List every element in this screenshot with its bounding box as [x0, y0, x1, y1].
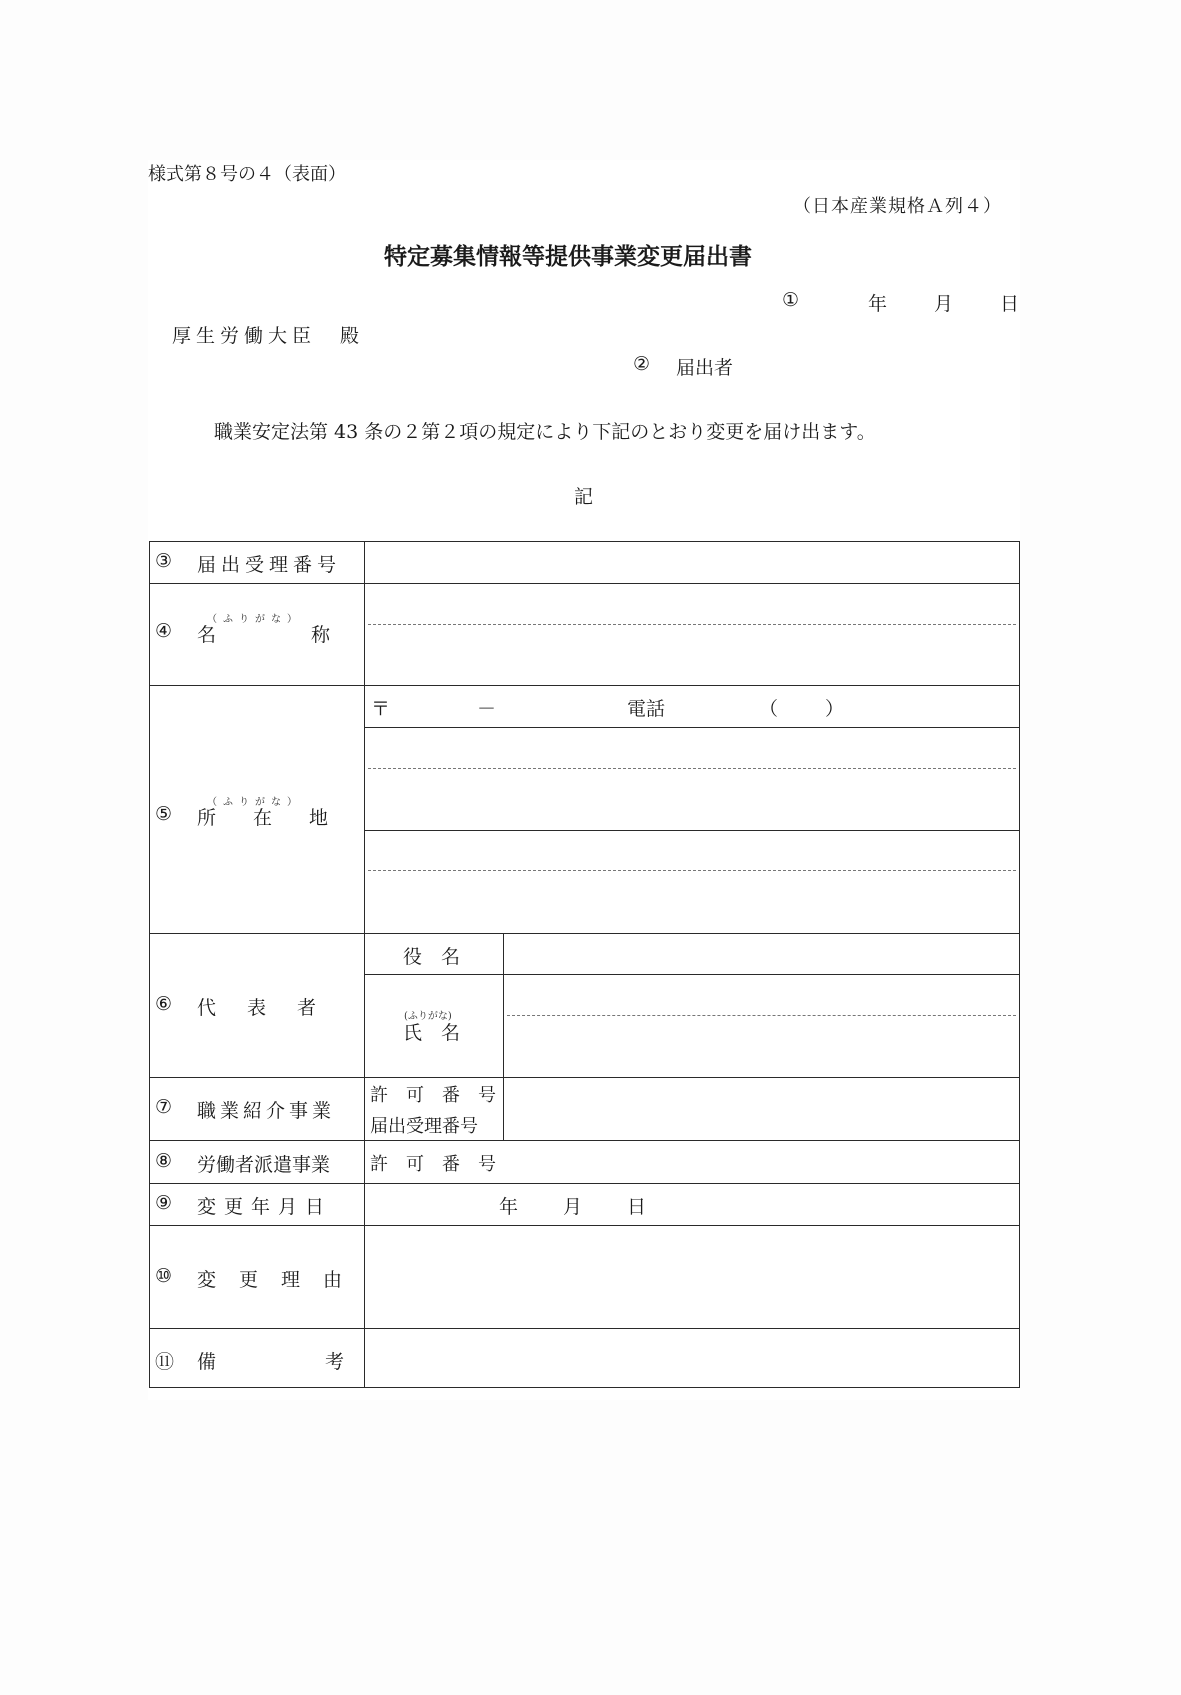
- row-number: ④: [155, 620, 173, 642]
- addressee: 厚生労働大臣 殿: [172, 325, 365, 347]
- table-border-bottom: [149, 1387, 1020, 1388]
- rep-name-label: 氏 名: [403, 1022, 461, 1044]
- table-border-right: [1019, 541, 1020, 1388]
- furigana-hint: （ふりがな）: [207, 797, 303, 808]
- address2-furigana-field[interactable]: [367, 833, 1017, 869]
- row-number: ⑤: [155, 803, 173, 825]
- change-year-field[interactable]: [389, 1186, 494, 1224]
- name-furigana-field[interactable]: [367, 586, 1017, 623]
- address-label-b: 在: [253, 807, 273, 829]
- date-month-label: 月: [934, 293, 954, 315]
- employment-placement-label: 職業紹介事業: [197, 1100, 336, 1122]
- address-label-a: 所: [197, 807, 217, 829]
- reason-label-b: 更: [239, 1269, 259, 1291]
- row-line: [149, 583, 1020, 584]
- receipt-number-label: 届出受理番号: [197, 554, 342, 576]
- row-line: [149, 1225, 1020, 1226]
- document-title: 特定募集情報等提供事業変更届出書: [384, 244, 752, 270]
- name-label-b: 称: [311, 624, 331, 646]
- address-label-c: 地: [309, 807, 329, 829]
- reason-label-a: 変: [197, 1269, 217, 1291]
- applicant-marker: ②: [633, 353, 651, 375]
- phone-number-field[interactable]: [849, 688, 1017, 725]
- row-line: [149, 933, 1020, 934]
- row-line: [364, 974, 1020, 975]
- employment-placement-number-field[interactable]: [506, 1080, 1017, 1139]
- row-line: [149, 1140, 1020, 1141]
- date-year-label: 年: [868, 293, 888, 315]
- rep-title-label: 役 名: [403, 946, 461, 968]
- form-table: [149, 541, 1020, 1388]
- label-column-divider: [364, 541, 365, 1388]
- change-month-label: 月: [563, 1196, 583, 1218]
- furigana-hint: （ふりがな）: [207, 614, 303, 625]
- address2-furigana-guide: [368, 870, 1016, 871]
- phone-local-field[interactable]: [783, 688, 823, 725]
- receipt-number-field[interactable]: [367, 544, 1017, 582]
- worker-dispatch-label: 労働者派遣事業: [197, 1154, 331, 1176]
- address1-furigana-guide: [368, 768, 1016, 769]
- postal-dash: －: [477, 698, 497, 720]
- rep-name-furigana-field[interactable]: [506, 977, 1017, 1014]
- permit-number-label: 許 可 番 号: [370, 1085, 496, 1106]
- postal-code-field-2[interactable]: [501, 688, 611, 725]
- row-number: ⑩: [155, 1265, 173, 1287]
- phone-paren-close: ）: [825, 698, 845, 720]
- name-label-a: 名: [197, 624, 217, 646]
- remarks-label-b: 考: [325, 1351, 345, 1373]
- row-line: [149, 1077, 1020, 1078]
- worker-dispatch-permit-field[interactable]: [506, 1143, 1017, 1182]
- phone-paren-open: （: [759, 698, 779, 720]
- table-border-left: [149, 541, 150, 1388]
- reason-label-d: 由: [323, 1269, 343, 1291]
- ki-marker: 記: [574, 486, 594, 508]
- phone-area-field[interactable]: [679, 688, 759, 725]
- remarks-label-a: 備: [197, 1351, 217, 1373]
- rep-title-field[interactable]: [506, 936, 1017, 973]
- address1-field[interactable]: [367, 771, 1017, 828]
- name-field[interactable]: [367, 627, 1017, 684]
- permit-number-label: 許 可 番 号: [370, 1154, 496, 1175]
- rep-name-field[interactable]: [506, 1018, 1017, 1076]
- representative-label: 代 表 者: [197, 997, 323, 1019]
- applicant-label: 届出者: [676, 357, 734, 379]
- reason-label-c: 理: [281, 1269, 301, 1291]
- phone-label: 電話: [627, 698, 666, 720]
- address1-furigana-field[interactable]: [367, 730, 1017, 767]
- date-marker: ①: [782, 289, 800, 311]
- rep-name-furigana-guide: [507, 1015, 1016, 1016]
- receipt-number-sublabel: 届出受理番号: [370, 1116, 478, 1137]
- date-day-label: 日: [1000, 293, 1020, 315]
- row-line: [149, 1328, 1020, 1329]
- change-month-field[interactable]: [523, 1186, 561, 1224]
- row-line: [149, 1183, 1020, 1184]
- statement: 職業安定法第 43 条の２第２項の規定により下記のとおり変更を届け出ます。: [214, 421, 876, 443]
- paper-size-note: （日本産業規格Ａ列４）: [793, 196, 1002, 217]
- remarks-field[interactable]: [367, 1331, 1017, 1386]
- row-number: ⑧: [155, 1150, 173, 1172]
- postal-mark: 〒: [371, 698, 391, 720]
- change-year-label: 年: [499, 1196, 519, 1218]
- sublabel-column-divider: [503, 933, 504, 1140]
- change-day-label: 日: [627, 1196, 647, 1218]
- postal-code-field-1[interactable]: [389, 688, 469, 725]
- row-line: [149, 685, 1020, 686]
- row-line: [364, 830, 1020, 831]
- form-number: 様式第８号の４（表面）: [148, 164, 346, 185]
- table-border-top: [149, 541, 1020, 542]
- change-day-field[interactable]: [587, 1186, 625, 1224]
- row-number: ⑪: [155, 1351, 175, 1373]
- row-number: ③: [155, 550, 173, 572]
- address2-field[interactable]: [367, 873, 1017, 931]
- row-number: ⑨: [155, 1192, 173, 1214]
- row-number: ⑥: [155, 993, 173, 1015]
- furigana-hint: (ふりがな): [404, 1011, 452, 1022]
- row-number: ⑦: [155, 1096, 173, 1118]
- change-date-label: 変更年月日: [197, 1196, 333, 1218]
- row-line: [364, 727, 1020, 728]
- change-reason-field[interactable]: [367, 1228, 1017, 1327]
- name-furigana-guide: [368, 624, 1016, 625]
